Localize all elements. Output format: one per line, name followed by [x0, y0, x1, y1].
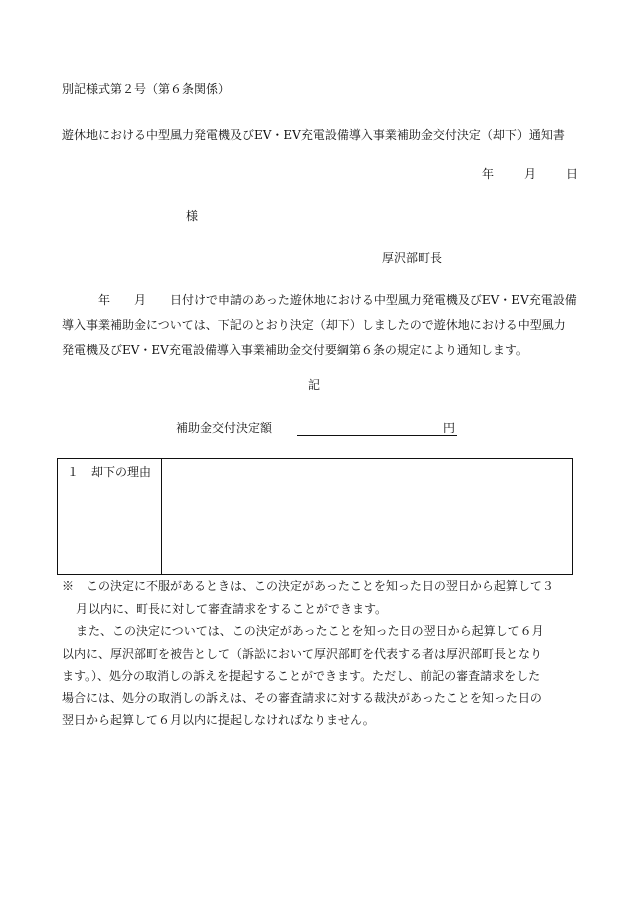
- note-line-1: ※ この決定に不服があるときは、この決定があったことを知った日の翌日から起算して３: [62, 579, 554, 593]
- body-line-1: 年 月 日付けで申請のあった遊休地における中型風力発電機及びEV・EV充電設備: [98, 293, 577, 307]
- body-line-3: 発電機及びEV・EV充電設備導入事業補助金交付要綱第６条の規定により通知します。: [62, 343, 528, 357]
- addressee: 様: [186, 209, 199, 223]
- issuer: 厚沢部町長: [382, 251, 443, 265]
- reason-table: [57, 458, 573, 575]
- reason-divider: [161, 459, 162, 574]
- amount-blank-line: [297, 435, 457, 436]
- date-line: [482, 166, 578, 182]
- note-line-2: 月以内に、町長に対して審査請求をすることができます。: [76, 602, 388, 616]
- note-line-7: 翌日から起算して６月以内に提起しなければなりません。: [62, 713, 375, 727]
- date-year: 年: [482, 167, 495, 181]
- note-line-6: 場合には、処分の取消しの訴えは、その審査請求に対する裁決があったことを知った日の: [62, 691, 542, 705]
- date-day: 日: [566, 167, 579, 181]
- note-line-3: また、この決定については、この決定があったことを知った日の翌日から起算して６月: [76, 624, 544, 638]
- reason-label: １ 却下の理由: [67, 465, 152, 479]
- document-title: 遊休地における中型風力発電機及びEV・EV充電設備導入事業補助金交付決定（却下）通知書: [62, 128, 565, 142]
- amount-unit: 円: [443, 421, 456, 435]
- ki-heading: 記: [308, 378, 321, 392]
- date-month: 月: [524, 167, 537, 181]
- note-line-4: 以内に、厚沢部町を被告として（訴訟において厚沢部町を代表する者は厚沢部町長となり: [62, 647, 543, 661]
- note-line-5: ます。）、処分の取消しの訴えを提起することができます。ただし、前記の審査請求をした: [62, 669, 541, 683]
- amount-label: 補助金交付決定額: [176, 421, 273, 435]
- body-line-2: 導入事業補助金については、下記のとおり決定（却下）しましたので遊休地における中型風力: [62, 318, 566, 332]
- form-number: 別記様式第２号（第６条関係）: [62, 82, 231, 96]
